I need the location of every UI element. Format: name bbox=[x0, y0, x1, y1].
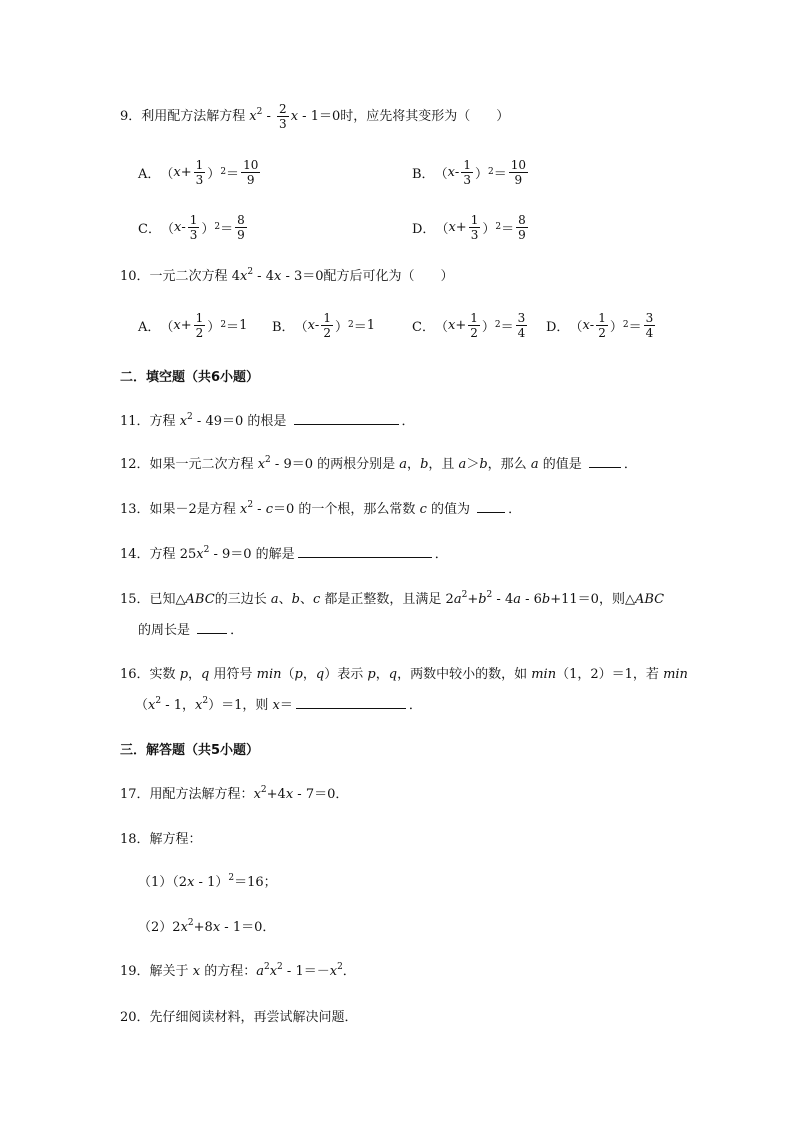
question-15: 15．已知△ABC的三边长 a、b、c 都是正整数，且满足 $2a^2+b^2 - 4a - 6b+11=0$，则△ABC bbox=[120, 590, 665, 607]
q10-option-a[interactable]: A． （ x + $\frac{1}{2}$ ） 2 ＝ 1 bbox=[138, 310, 248, 340]
question-18-part-1: （1）（2x - 1）$^2$＝16； bbox=[138, 873, 277, 890]
question-15-line-2: 的周长是 ． bbox=[138, 623, 244, 638]
q9-option-c[interactable]: C． （ x - $\frac{1}{3}$ ） 2 ＝ $\frac{8}{9}$ bbox=[138, 212, 245, 242]
question-18-part-2: $(2)2x^2+8x - 1=0$． bbox=[138, 918, 276, 935]
q9-option-a[interactable]: A． （ x + $\frac{1}{3}$ ） 2 ＝ $\frac{10}{9}$ bbox=[138, 157, 259, 187]
answer-blank[interactable] bbox=[294, 412, 399, 425]
question-9: 9．利用配方法解方程 $x^2$ - $\frac{2}{3}$ x - 1＝0时，应先将其变形为（ ） bbox=[120, 102, 510, 131]
q10-option-b[interactable]: B． （ x - $\frac{1}{2}$ ） 2 ＝ 1 bbox=[272, 310, 376, 340]
fraction: $\frac{2}{3}$ bbox=[279, 102, 287, 131]
question-16: 16．实数 p，q 用符号 min（p，q）表示 p，q，两数中较小的数，如 min（1，2）＝1，若 min bbox=[120, 667, 688, 682]
q10-option-c[interactable]: C． （ x + $\frac{1}{2}$ ） 2 ＝ $\frac{3}{4}$ bbox=[412, 310, 526, 340]
answer-blank[interactable] bbox=[477, 500, 505, 513]
question-13: 13．如果－2是方程 $x^2 - c=0$ 的一个根，那么常数 c 的值为 ． bbox=[120, 500, 522, 517]
question-17: 17．用配方法解方程：$x^2+4x - 7=0$． bbox=[120, 785, 349, 802]
section-heading-fill-in: 二．填空题（共6小题） bbox=[120, 370, 260, 385]
question-number: 9． bbox=[120, 109, 142, 124]
question-18: 18．解方程： bbox=[120, 832, 202, 847]
question-20: 20．先仔细阅读材料，再尝试解决问题． bbox=[120, 1010, 358, 1025]
q10-option-d[interactable]: D． （ x - $\frac{1}{2}$ ） 2 ＝ $\frac{3}{4}$ bbox=[546, 310, 654, 340]
question-12: 12．如果一元二次方程 $x^2 - 9=0$ 的两根分别是 a，b，且 a＞b，那么 a 的值是 ． bbox=[120, 455, 637, 472]
q9-option-b[interactable]: B． （ x - $\frac{1}{3}$ ） 2 ＝ $\frac{10}{9}$ bbox=[412, 157, 527, 187]
answer-blank[interactable] bbox=[197, 621, 227, 634]
q9-option-d[interactable]: D． （ x + $\frac{1}{3}$ ） 2 ＝ $\frac{8}{9}$ bbox=[412, 212, 526, 242]
question-16-line-2: （$x^2 - 1$，$x^2)=1$，则 x＝ ． bbox=[135, 696, 422, 713]
section-heading-solutions: 三．解答题（共5小题） bbox=[120, 743, 260, 758]
answer-blank[interactable] bbox=[589, 455, 621, 468]
question-14: 14．方程 $25x^2 - 9=0$ 的解是 ． bbox=[120, 545, 448, 562]
answer-blank[interactable] bbox=[296, 696, 406, 709]
question-11: 11．方程 $x^2 - 49=0$ 的根是 ． bbox=[120, 412, 415, 429]
question-10: 10．一元二次方程 $4x^2 - 4x - 3=0$配方后可化为（ ） bbox=[120, 267, 454, 284]
question-19: 19．解关于 x 的方程：$a^2x^2 - 1=-x^2$． bbox=[120, 962, 356, 979]
answer-blank[interactable] bbox=[298, 545, 432, 558]
